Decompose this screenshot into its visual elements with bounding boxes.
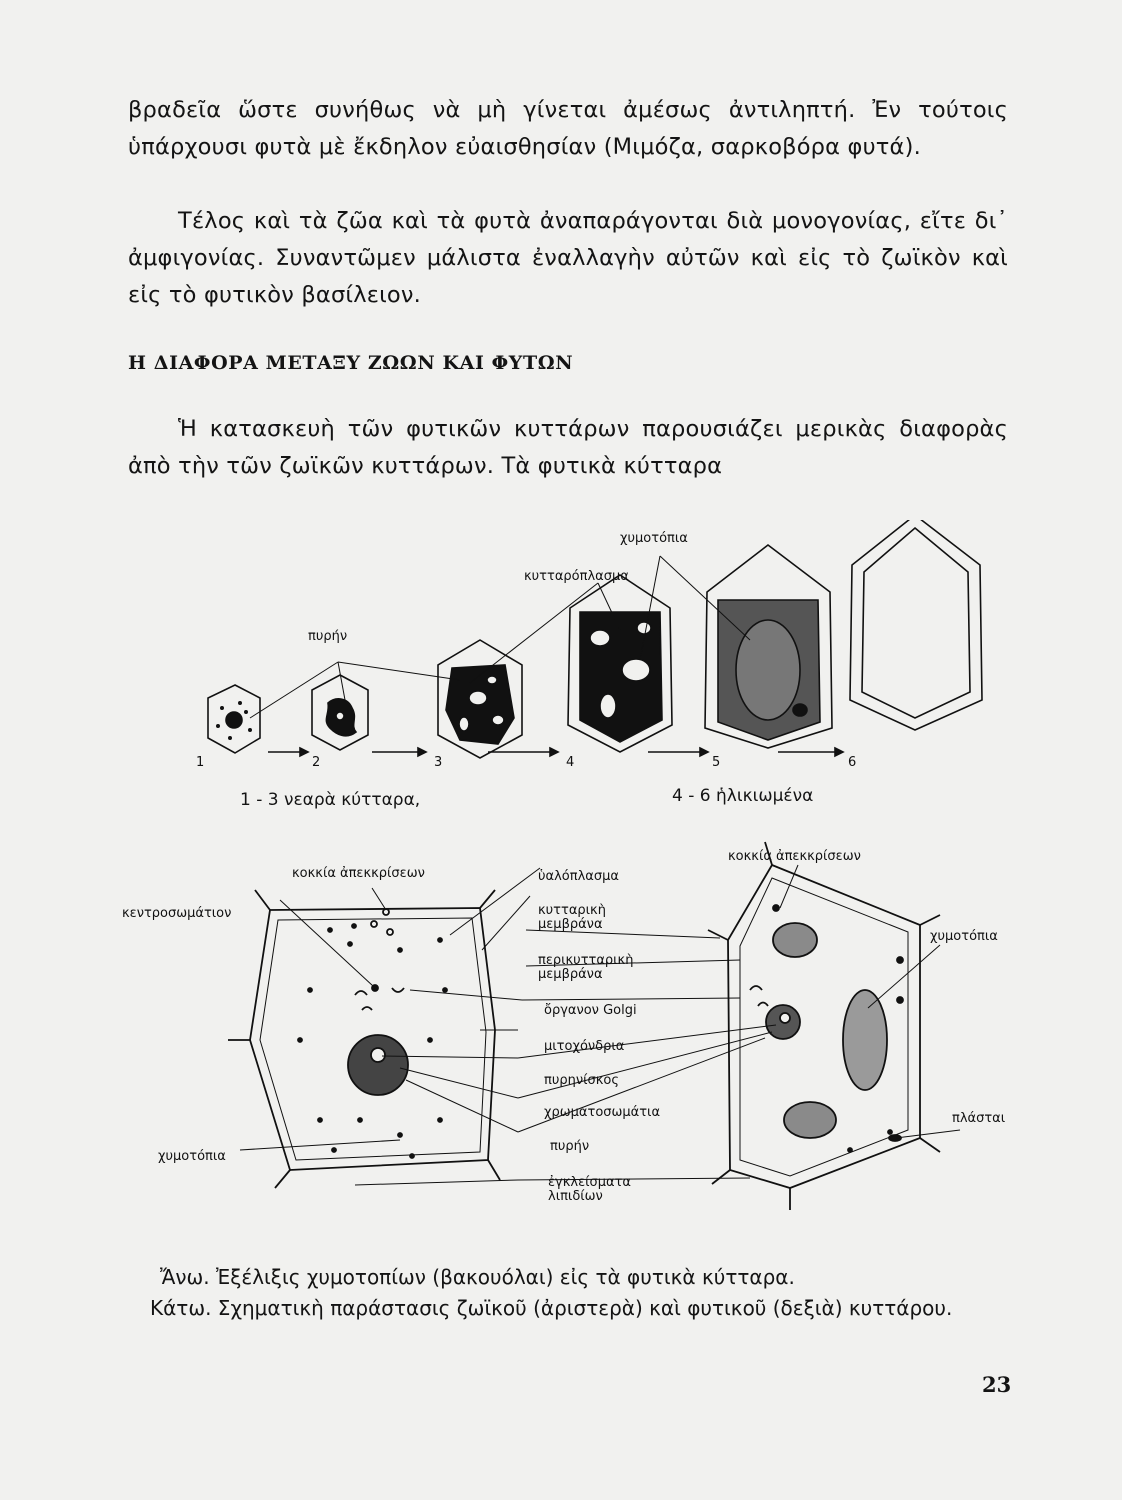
stage-2-cell	[312, 675, 368, 750]
cell-figure	[100, 520, 1020, 1240]
label-nucleus-bottom: πυρήν	[550, 1139, 590, 1154]
label-vacuoles-top: χυμοτόπια	[620, 531, 688, 546]
stage-6-cell	[850, 520, 982, 730]
stage-3-cell	[438, 640, 522, 758]
paragraph-3: Ἡ κατασκευὴ τῶν φυτικῶν κυττάρων παρουσιάζει μερικὰς διαφορὰς ἀπὸ τὴν τῶν ζωϊκῶν κυττάρων. Τὰ φυτικὰ κύτταρα	[128, 416, 1008, 479]
label-golgi: ὄργανον Golgi	[544, 1003, 637, 1018]
label-pericellular-membrane: περικυτταρικὴ μεμβράνα	[538, 953, 634, 982]
plant-cell	[708, 842, 940, 1210]
label-cytoplasm: κυτταρόπλασμα	[524, 569, 629, 584]
section-heading: Η ΔΙΑΦΟΡΑ ΜΕΤΑΞΥ ΖΩΩΝ ΚΑΙ ΦΥΤΩΝ	[128, 352, 574, 374]
label-centrosome: κεντροσωμάτιον	[122, 906, 232, 921]
label-mitochondria: μιτοχόνδρια	[544, 1039, 625, 1054]
label-vacuoles-right: χυμοτόπια	[930, 929, 998, 944]
label-nucleolus: πυρηνίσκος	[544, 1073, 619, 1088]
label-nucleus-top: πυρήν	[308, 629, 348, 644]
stage-label-5: 5	[712, 755, 721, 770]
caption-young-cells: 1 - 3 νεαρὰ κύτταρα,	[240, 790, 421, 810]
animal-cell	[228, 890, 500, 1188]
label-hyaloplasm: ὑαλόπλασμα	[538, 869, 619, 884]
stage-arrows	[268, 748, 843, 756]
label-plastids: πλάσται	[952, 1111, 1006, 1126]
label-secretion-granules-left: κοκκία ἀπεκκρίσεων	[292, 866, 425, 881]
label-cell-membrane: κυτταρικὴ μεμβράνα	[538, 903, 606, 932]
stage-4-cell	[568, 575, 672, 752]
label-vacuoles-left: χυμοτόπια	[158, 1149, 226, 1164]
caption-old-cells: 4 - 6 ἡλικιωμένα	[672, 786, 814, 806]
label-secretion-granules-right: κοκκία ἀπεκκρίσεων	[728, 849, 861, 864]
stage-label-6: 6	[848, 755, 857, 770]
stage-5-cell	[705, 545, 832, 748]
stage-1-cell	[208, 685, 260, 753]
stage-label-4: 4	[566, 755, 575, 770]
figure-caption	[150, 1262, 1020, 1324]
page-number: 23	[982, 1372, 1012, 1397]
caption-line-1: Ἄνω. Ἐξέλιξις χυμοτοπίων (βακουόλαι) εἰς τὰ φυτικὰ κύτταρα.	[160, 1265, 795, 1289]
stage-label-2: 2	[312, 755, 321, 770]
caption-line-2: Κάτω. Σχηματικὴ παράστασις ζωϊκοῦ (ἀριστερὰ) καὶ φυτικοῦ (δεξιὰ) κυττάρου.	[150, 1296, 953, 1320]
paragraph-1: βραδεῖα ὥστε συνήθως νὰ μὴ γίνεται ἀμέσως ἀντιληπτή. Ἐν τούτοις ὑπάρχουσι φυτὰ μὲ ἔκδηλον εὐαισθησίαν (Μιμόζα, σαρκοβόρα φυτά).	[128, 97, 1008, 160]
stage-label-3: 3	[434, 755, 443, 770]
paragraph-2: Τέλος καὶ τὰ ζῶα καὶ τὰ φυτὰ ἀναπαράγονται διὰ μονογονίας, εἴτε δι᾽ ἀμφιγονίας. Συναντῶμεν μάλιστα ἐναλλαγὴν αὐτῶν καὶ εἰς τὸ ζωϊκὸν καὶ εἰς τὸ φυτικὸν βασίλειον.	[128, 208, 1008, 308]
label-lipid-inclusions: ἐγκλείσματα λιπιδίων	[548, 1175, 631, 1204]
stage-label-1: 1	[196, 755, 205, 770]
label-chromosomes: χρωματοσωμάτια	[544, 1105, 661, 1120]
